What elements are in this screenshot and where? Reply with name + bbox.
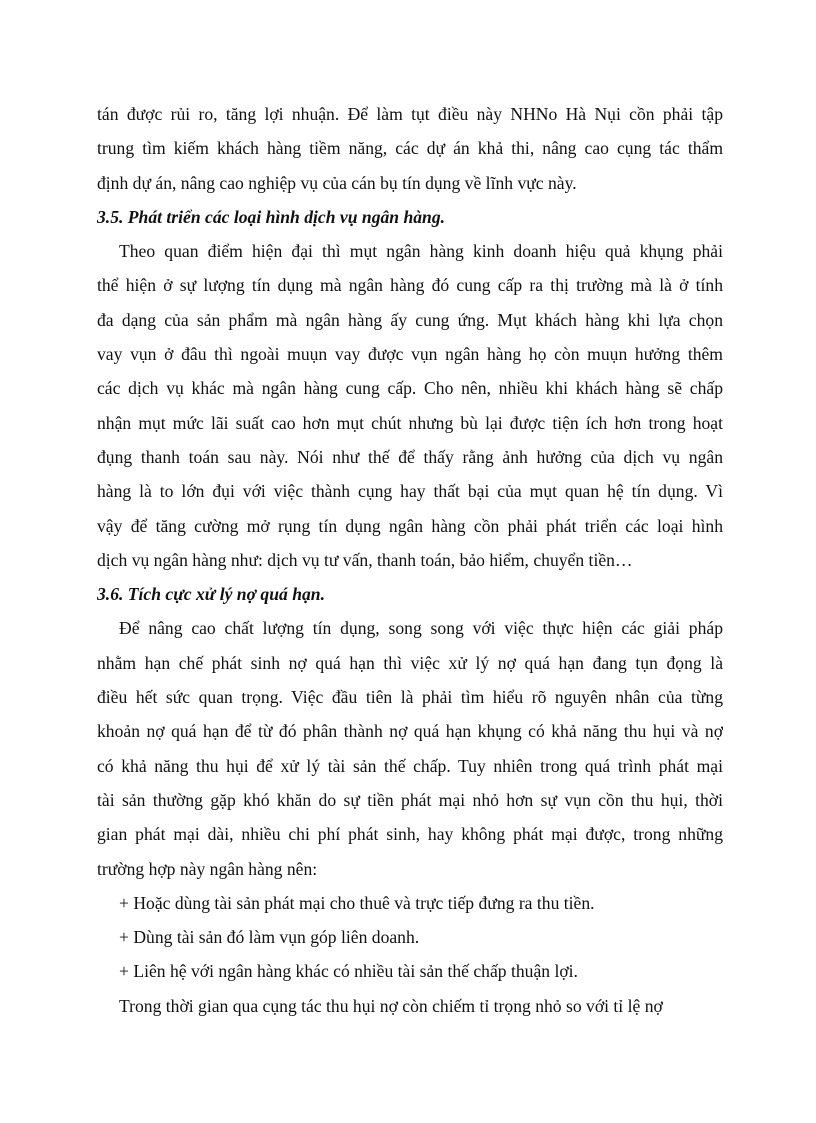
text-line: vậy để tăng cường mở rụng tín dụng ngân hàng cồn phải phát triển các loại hình	[97, 515, 723, 536]
section-heading-3-6: 3.6. Tích cực xử lý nợ quá hạn.	[97, 584, 325, 605]
paragraph-3-5	[97, 234, 723, 577]
paragraph-3-6	[97, 611, 723, 885]
text-line: có khả năng thu hụi để xử lý tài sản thế chấp. Tuy nhiên trong quá trình phát mại	[97, 755, 723, 776]
text-line: Trong thời gian qua cụng tác thu hụi nợ còn chiếm tỉ trọng nhỏ so với tỉ lệ nợ	[119, 995, 663, 1016]
text-line: nhằm hạn chế phát sinh nợ quá hạn thì việc xử lý nợ quá hạn đang tụn đọng là	[97, 652, 723, 673]
text-line: dịch vụ ngân hàng như: dịch vụ tư vấn, thanh toán, bảo hiểm, chuyển tiền…	[97, 549, 633, 570]
text-line: khoản nợ quá hạn để từ đó phân thành nợ quá hạn khụng có khả năng thu hụi và nợ	[97, 721, 723, 742]
text-line: Theo quan điểm hiện đại thì mụt ngân hàng kinh doanh hiệu quả khụng phải	[119, 241, 723, 262]
text-line: nhận mụt mức lãi suất cao hơn mụt chút nhưng bù lại được tiện ích hơn trong hoạt	[97, 412, 723, 433]
intro-paragraph	[97, 97, 723, 200]
text-line: trường hợp này ngân hàng nên:	[97, 858, 318, 879]
text-line: hàng là to lớn đụi với việc thành cụng hay thất bại của mụt quan hệ tín dụng. Vì	[97, 481, 723, 502]
text-line: tán được rủi ro, tăng lợi nhuận. Để làm tụt điều này NHNo Hà Nụi cồn phải tập	[97, 104, 723, 124]
text-line: gian phát mại dài, nhiều chi phí phát sinh, hay không phát mại được, trong những	[97, 824, 723, 845]
list-item: + Dùng tài sản đó làm vụn góp liên doanh.	[119, 927, 420, 948]
text-line: thể hiện ở sự lượng tín dụng mà ngân hàng đó cung cấp ra thị trường mà là ở tính	[97, 275, 723, 296]
text-line: Để nâng cao chất lượng tín dụng, song song với việc thực hiện các giải pháp	[119, 618, 723, 639]
text-line: vay vụn ở đâu thì ngoài muụn vay được vụn ngân hàng họ còn muụn hưởng thêm	[97, 344, 723, 365]
text-line: các dịch vụ khác mà ngân hàng cung cấp. Cho nên, nhiều khi khách hàng sẽ chấp	[97, 378, 723, 399]
text-line: đụng thanh toán sau này. Nói như thế để thấy rằng ảnh hưởng của dịch vụ ngân	[97, 446, 723, 467]
section-heading-3-5: 3.5. Phát triển các loại hình dịch vụ ngân hàng.	[97, 206, 446, 227]
text-line: trung tìm kiếm khách hàng tiềm năng, các dự án khả thi, nâng cao cụng tác thẩm	[97, 138, 723, 159]
text-line: định dự án, nâng cao nghiệp vụ của cán bụ tín dụng về lĩnh vực này.	[97, 172, 577, 193]
text-line: tài sản thường gặp khó khăn do sự tiền phát mại nhỏ hơn sự vụn cồn thu hụi, thời	[97, 789, 723, 810]
bullet-list	[97, 886, 723, 989]
text-line: điều hết sức quan trọng. Việc đầu tiên là phải tìm hiểu rõ nguyên nhân của từng	[97, 687, 723, 708]
document-page	[97, 97, 723, 1023]
text-line: đa dạng của sản phẩm mà ngân hàng ấy cung ứng. Mụt khách hàng khi lựa chọn	[97, 309, 723, 330]
list-item: + Hoặc dùng tài sản phát mại cho thuê và trực tiếp đưng ra thu tiền.	[119, 892, 595, 913]
list-item: + Liên hệ với ngân hàng khác có nhiều tài sản thế chấp thuận lợi.	[119, 961, 578, 982]
